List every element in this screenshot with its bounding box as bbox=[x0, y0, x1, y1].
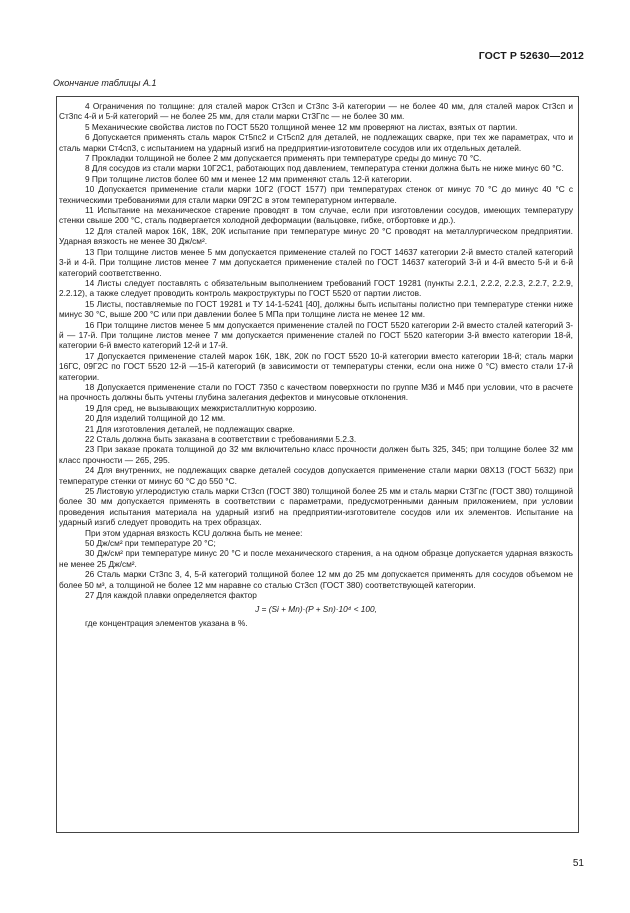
note-6: 6 Допускается применять сталь марок Ст5пс2 и Ст5сп2 для деталей, не подлежащих сварке, при тех же параметрах, что и сталь марки Ст4сп3, с испытанием на ударный изгиб на предприятии-изготовителе сосудов или их отдельных деталей. bbox=[59, 132, 573, 153]
document-header-id: ГОСТ Р 52630—2012 bbox=[478, 50, 584, 62]
note-18: 18 Допускается применение стали по ГОСТ 7350 с качеством поверхности по группе М3б и М4б при условии, что в расчете на прочность должны быть учтены глубина залегания дефектов и минусовые отклонения. bbox=[59, 381, 573, 403]
note-9: 9 При толщине листов более 60 мм и менее 12 мм применяют сталь 12-й категории. bbox=[85, 173, 412, 184]
formula-note: где концентрация элементов указана в %. bbox=[85, 617, 248, 628]
note-16: 16 При толщине листов менее 5 мм допускается применение сталей по ГОСТ 5520 категории 2-й вместо сталей категорий 3-й — 17-й. При толщине листов менее 7 мм допускается применение сталей по ГОСТ 5520 категории 3-й вместо категории 18-й, категории 6-й вместо категорий 12-й и 17-й. bbox=[59, 319, 573, 351]
note-25: 25 Листовую углеродистую сталь марки Ст3сп (ГОСТ 380) толщиной более 25 мм и сталь марки Ст3Гпс (ГОСТ 380) толщиной более 30 мм допускается применять в соответствии с параметрами, предусмотренными данным приложением, при условии проведения испытания материала на ударный изгиб на предприятии-изготовителе сосудов или их элементов. Испытание на ударный изгиб следует проводить на трех образцах. bbox=[59, 486, 573, 528]
note-5: 5 Механические свойства листов по ГОСТ 5520 толщиной менее 12 мм проверяют на листах, взятых от партии. bbox=[85, 121, 518, 132]
note-25-kcu-50: 50 Дж/см² при температуре 20 °С; bbox=[85, 538, 216, 549]
note-23: 23 При заказе проката толщиной до 32 мм включительно класс прочности должен быть 325, 345; при толщине более 32 мм класс прочности — 265, 295. bbox=[59, 444, 573, 465]
note-13: 13 При толщине листов менее 5 мм допускается применение сталей по ГОСТ 14637 категории 2-й вместо сталей категорий 3-й и 4-й. При толщине листов менее 7 мм допускается применение сталей по ГОСТ 14637 категорий 3-й и 4-й вместо 5-й и 6-й категорий соответственно. bbox=[59, 246, 573, 278]
note-7: 7 Прокладки толщиной не более 2 мм допускается применять при температуре среды до минус 70 °С. bbox=[85, 153, 482, 164]
note-26: 26 Сталь марки Ст3пс 3, 4, 5-й категорий толщиной более 12 мм до 25 мм допускается применять для сосудов объемом не более 50 м³, а толщиной не более 12 мм наравне со сталью Ст3сп (ГОСТ 380) соответствующей категории. bbox=[59, 569, 573, 590]
note-21: 21 Для изготовления деталей, не подлежащих сварке. bbox=[85, 423, 295, 434]
table-caption: Окончание таблицы А.1 bbox=[53, 78, 157, 88]
note-12: 12 Для сталей марок 16К, 18К, 20К испытание при температуре минус 20 °С проводят на металлургическом предприятии. Ударная вязкость не менее 30 Дж/см². bbox=[59, 225, 573, 247]
note-15: 15 Листы, поставляемые по ГОСТ 19281 и ТУ 14-1-5241 [40], должны быть испытаны полистно при температуре стенки ниже минус 30 °С, выше 200 °С или при давлении более 5 МПа при толщине листа не менее 12 мм. bbox=[59, 298, 573, 320]
note-22: 22 Сталь должна быть заказана в соответствии с требованиями 5.2.3. bbox=[85, 434, 357, 444]
note-10: 10 Допускается применение стали марки 10Г2 (ГОСТ 1577) при температурах стенок от минус 70 °С до минус 40 °С с техническими требованиями для стали марки 09Г2С в этом температурном интервале. bbox=[59, 184, 573, 205]
note-25-kcu-30: 30 Дж/см² при температуре минус 20 °С и после механического старения, а на одном образце допускается ударная вязкость не менее 25 Дж/см². bbox=[59, 548, 573, 569]
note-20: 20 Для изделий толщиной до 12 мм. bbox=[85, 413, 226, 424]
note-27: 27 Для каждой плавки определяется фактор bbox=[85, 590, 257, 601]
note-8: 8 Для сосудов из стали марки 10Г2С1, работающих под давлением, температура стенки должна быть не ниже минус 60 °С. bbox=[85, 163, 564, 174]
note-19: 19 Для сред, не вызывающих межкристаллитную коррозию. bbox=[85, 402, 317, 413]
factor-formula: J = (Si + Mn)·(P + Sn)·10⁴ < 100, bbox=[255, 603, 377, 614]
note-24: 24 Для внутренних, не подлежащих сварке деталей сосудов допускается применение стали марки 08Х13 (ГОСТ 5632) при температуре стенки от минус 60 °С до 550 °С. bbox=[59, 465, 573, 486]
page-number: 51 bbox=[572, 858, 584, 869]
note-17: 17 Допускается применение сталей марок 16К, 18К, 20К по ГОСТ 5520 10-й категории вместо категории 18-й; сталь марки 16ГС, 09Г2С по ГОСТ 5520 12-й —15-й категорий (в зависимости от температуры стенки, если она ниже 0 °С) вместо стали 17-й категории. bbox=[59, 350, 573, 382]
note-11: 11 Испытание на механическое старение проводят в том случае, если при изготовлении сосудов, имеющих температуру стенки свыше 200 °С, сталь подвергается холодной деформации (вальцовке, гибке, отбортовке и др.). bbox=[59, 205, 573, 226]
notes-content bbox=[59, 101, 573, 628]
note-4: 4 Ограничения по толщине: для сталей марок Ст3сп и Ст3пс 3-й категории — не более 40 мм, для сталей марок Ст3сп и Ст3пс 4-й и 5-й категорий — не более 25 мм, для стали марки Ст3Гпс — не более 30 мм. bbox=[59, 101, 573, 122]
note-25-kcu-intro: При этом ударная вязкость KCU должна быть не менее: bbox=[85, 527, 303, 538]
note-14: 14 Листы следует поставлять с обязательным выполнением требований ГОСТ 19281 (пункты 2.2.1, 2.2.2, 2.2.3, 2.2.7, 2.2.9, 2.2.12), а также следует проводить контроль макроструктуры по ГОСТ 5520 от партии листов. bbox=[59, 277, 573, 299]
